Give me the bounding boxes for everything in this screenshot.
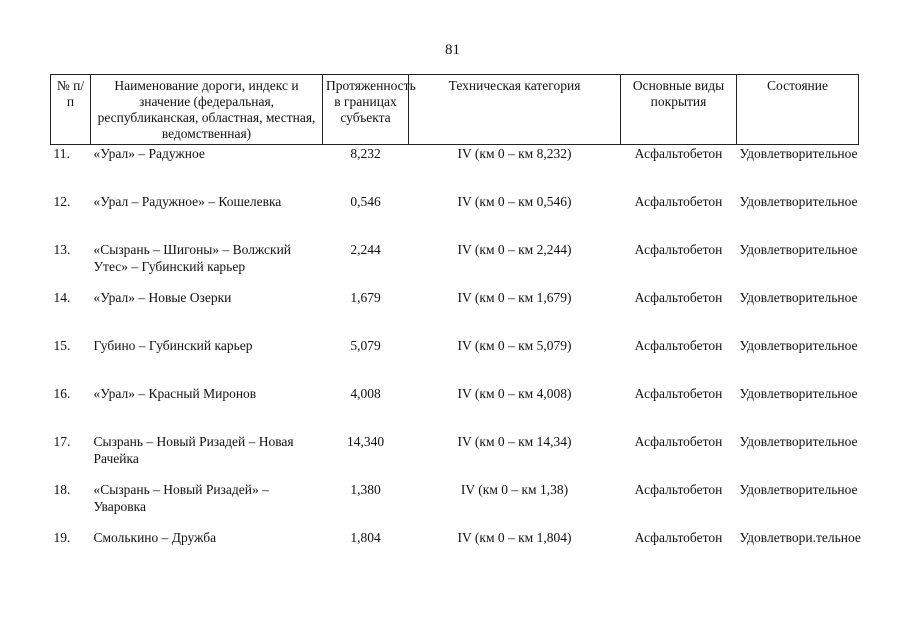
table-body — [51, 145, 859, 578]
road-coverage: Асфальтобетон — [634, 242, 723, 257]
road-length: 0,546 — [350, 194, 381, 209]
table-row — [51, 145, 859, 194]
row-number: 14. — [53, 290, 71, 305]
header-name: Наименование дороги, индекс и значение (федеральная, республиканская, областная, местная, ведомственная) — [91, 75, 323, 145]
road-category: IV (км 0 – км 1,804) — [457, 530, 572, 545]
header-state: Состояние — [737, 75, 859, 145]
road-length: 4,008 — [350, 386, 381, 401]
table-row — [51, 193, 859, 241]
road-name: «Урал» – Красный Миронов — [93, 386, 257, 401]
row-number: 13. — [53, 242, 71, 257]
road-category: IV (км 0 – км 1,38) — [460, 482, 569, 497]
road-name: «Урал – Радужное» – Кошелевка — [93, 194, 282, 209]
road-length: 14,340 — [346, 434, 385, 449]
road-coverage: Асфальтобетон — [634, 290, 723, 305]
road-length: 5,079 — [350, 338, 381, 353]
road-coverage: Асфальтобетон — [634, 386, 723, 401]
road-name: «Урал» – Новые Озерки — [93, 290, 232, 305]
table-row — [51, 289, 859, 337]
table-row — [51, 481, 859, 529]
row-number: 16. — [53, 386, 71, 401]
road-state: Удовлетворительное — [739, 146, 858, 161]
header-length: Протяженность в границах субъекта — [323, 75, 409, 145]
road-category: IV (км 0 – км 14,34) — [457, 434, 572, 449]
road-coverage: Асфальтобетон — [634, 530, 723, 545]
road-coverage: Асфальтобетон — [634, 146, 723, 161]
road-name: Смолькино – Дружба — [93, 530, 217, 545]
road-coverage: Асфальтобетон — [634, 434, 723, 449]
road-state: Удовлетвори.тельное — [739, 530, 861, 545]
road-state: Удовлетворительное — [739, 242, 858, 257]
roads-table — [50, 74, 859, 577]
road-category: IV (км 0 – км 2,244) — [457, 242, 572, 257]
road-category: IV (км 0 – км 8,232) — [457, 146, 572, 161]
row-number: 19. — [53, 530, 71, 545]
table-row — [51, 241, 859, 289]
road-length: 2,244 — [350, 242, 381, 257]
page-number: 81 — [445, 42, 460, 58]
road-state: Удовлетворительное — [739, 434, 858, 449]
road-name: «Сызрань – Новый Ризадей» – Уваровка — [93, 482, 269, 514]
road-name: Сызрань – Новый Ризадей – Новая Рачейка — [93, 434, 294, 466]
road-state: Удовлетворительное — [739, 338, 858, 353]
road-name: Губино – Губинский карьер — [93, 338, 253, 353]
road-category: IV (км 0 – км 1,679) — [457, 290, 572, 305]
table-row — [51, 337, 859, 385]
table-row — [51, 529, 859, 577]
road-coverage: Асфальтобетон — [634, 338, 723, 353]
road-state: Удовлетворительное — [739, 482, 858, 497]
road-length: 1,679 — [350, 290, 381, 305]
row-number: 18. — [53, 482, 71, 497]
row-number: 12. — [53, 194, 71, 209]
road-category: IV (км 0 – км 5,079) — [457, 338, 572, 353]
table-header — [51, 75, 859, 145]
road-length: 8,232 — [350, 146, 381, 161]
road-category: IV (км 0 – км 4,008) — [457, 386, 572, 401]
row-number: 11. — [53, 146, 70, 161]
table-row — [51, 433, 859, 481]
road-state: Удовлетворительное — [739, 386, 858, 401]
road-state: Удовлетворительное — [739, 194, 858, 209]
road-name: «Урал» – Радужное — [93, 146, 205, 161]
header-num: № п/п — [51, 75, 91, 145]
road-name: «Сызрань – Шигоны» – Волжский Утес» – Губинский карьер — [93, 242, 292, 274]
road-category: IV (км 0 – км 0,546) — [457, 194, 572, 209]
road-length: 1,804 — [350, 530, 381, 545]
road-coverage: Асфальтобетон — [634, 482, 723, 497]
road-coverage: Асфальтобетон — [634, 194, 723, 209]
header-coverage: Основные виды покрытия — [621, 75, 737, 145]
road-length: 1,380 — [350, 482, 381, 497]
row-number: 15. — [53, 338, 71, 353]
row-number: 17. — [53, 434, 71, 449]
road-state: Удовлетворительное — [739, 290, 858, 305]
header-category: Техническая категория — [409, 75, 621, 145]
table-row — [51, 385, 859, 433]
